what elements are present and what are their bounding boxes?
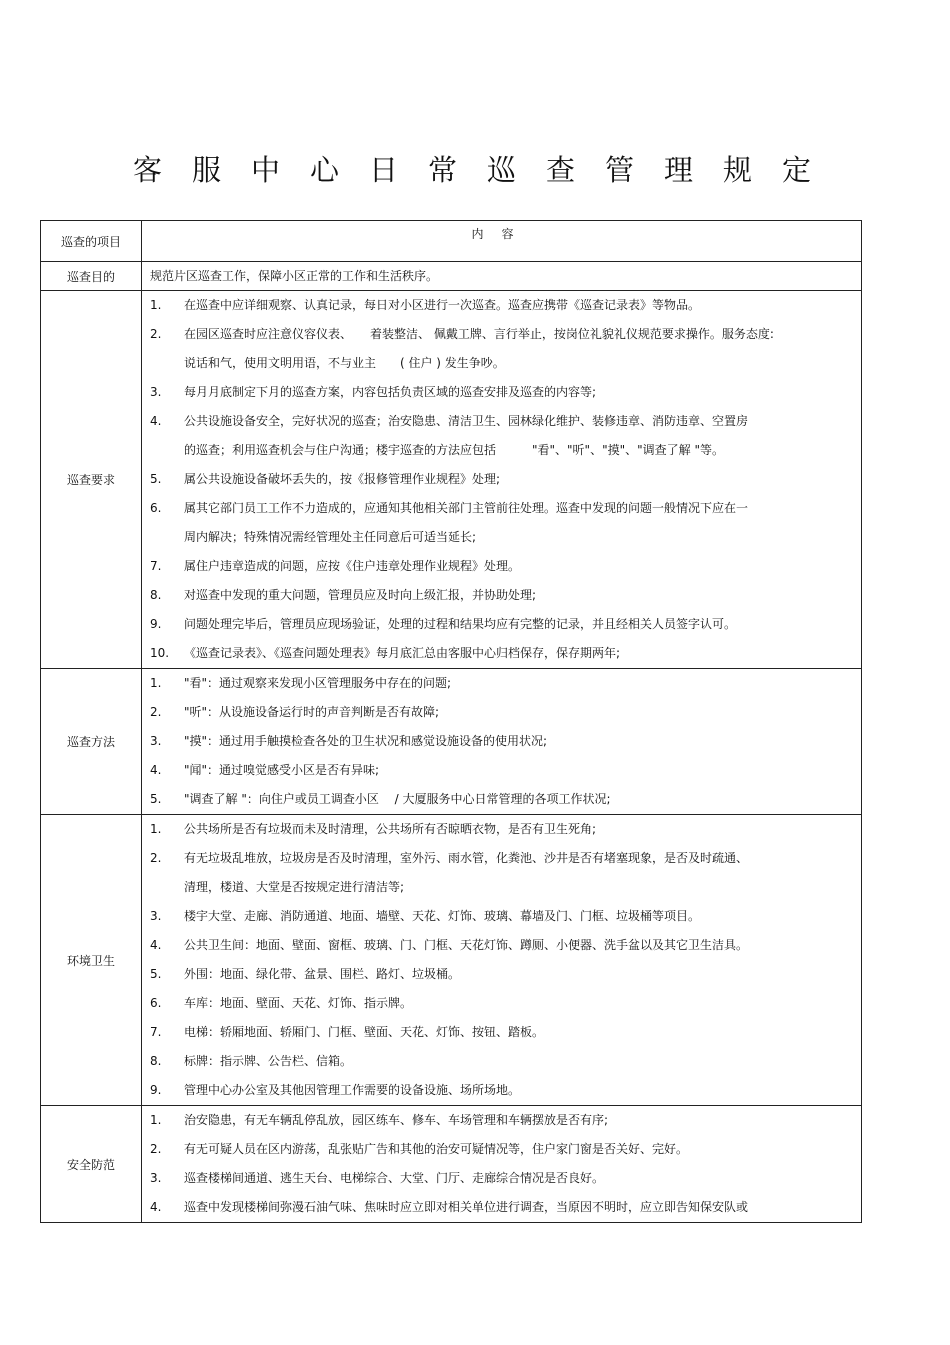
item-number: 4. xyxy=(150,1200,162,1214)
list-item xyxy=(142,1047,861,1076)
header-item-label: 巡查的项目 xyxy=(41,221,142,262)
list-item xyxy=(142,494,861,523)
list-item xyxy=(142,378,861,407)
list-item xyxy=(142,698,861,727)
table-row xyxy=(41,262,862,291)
section-content xyxy=(142,262,862,291)
list-item xyxy=(142,902,861,931)
item-number: 3. xyxy=(150,1171,162,1185)
list-item xyxy=(142,931,861,960)
item-text: 外围：地面、绿化带、盆景、围栏、路灯、垃圾桶。 xyxy=(184,967,461,981)
list-item xyxy=(142,756,861,785)
table-row xyxy=(41,1106,862,1223)
item-number: 3. xyxy=(150,385,162,399)
item-number: 5. xyxy=(150,792,162,806)
table-row xyxy=(41,815,862,1106)
header-content-label: 内容 xyxy=(142,221,862,262)
item-number: 1. xyxy=(150,676,162,690)
item-number: 6. xyxy=(150,996,162,1010)
item-text: 车库：地面、壁面、天花、灯饰、指示牌。 xyxy=(184,996,413,1010)
item-text: "闻"：通过嗅觉感受小区是否有异味; xyxy=(184,763,380,777)
section-label: 环境卫生 xyxy=(41,815,142,1106)
item-number: 8. xyxy=(150,588,162,602)
table-row xyxy=(41,669,862,815)
item-text: 的巡查；利用巡查机会与住户沟通；楼宇巡查的方法应包括 "看"、"听"、"摸"、"调查了解 "等。 xyxy=(184,443,724,457)
item-text: "听"：从设施设备运行时的声音判断是否有故障; xyxy=(184,705,440,719)
item-text: 属其它部门员工工作不力造成的，应通知其他相关部门主管前往处理。巡查中发现的问题一般情况下应在一 xyxy=(184,501,749,515)
list-item xyxy=(142,727,861,756)
item-number: 5. xyxy=(150,472,162,486)
list-item xyxy=(142,844,861,873)
list-item xyxy=(142,407,861,436)
item-text: 公共卫生间：地面、壁面、窗框、玻璃、门、门框、天花灯饰、蹲厕、小便器、洗手盆以及其它卫生洁具。 xyxy=(184,938,749,952)
item-text: 说话和气，使用文明用语，不与业主 ( 住户 ) 发生争吵。 xyxy=(184,356,505,370)
table-body xyxy=(41,221,862,1223)
item-text: 周内解决；特殊情况需经管理处主任同意后可适当延长; xyxy=(184,530,477,544)
section-content xyxy=(142,291,862,669)
item-text: "看"：通过观察来发现小区管理服务中存在的问题; xyxy=(184,676,452,690)
item-number: 4. xyxy=(150,938,162,952)
item-text: 电梯：轿厢地面、轿厢门、门框、壁面、天花、灯饰、按钮、踏板。 xyxy=(184,1025,545,1039)
page-title: 客服中心日常巡查管理规定 xyxy=(132,153,841,187)
list-item xyxy=(142,552,861,581)
list-item xyxy=(142,610,861,639)
list-item xyxy=(142,523,861,552)
item-number: 2. xyxy=(150,851,162,865)
list-item xyxy=(142,1076,861,1105)
item-text: 公共设施设备安全，完好状况的巡查；治安隐患、清洁卫生、园林绿化维护、装修违章、消防违章、空置房 xyxy=(184,414,749,428)
item-number: 2. xyxy=(150,1142,162,1156)
table-header-row xyxy=(41,221,862,262)
list-item xyxy=(142,1018,861,1047)
item-text: 公共场所是否有垃圾而未及时清理，公共场所有否晾晒衣物，是否有卫生死角; xyxy=(184,822,597,836)
item-text: 在巡查中应详细观察、认真记录，每日对小区进行一次巡查。巡查应携带《巡查记录表》等物品。 xyxy=(184,298,701,312)
section-content xyxy=(142,1106,862,1223)
list-item xyxy=(142,669,861,698)
list-item xyxy=(142,785,861,814)
item-text: 有无可疑人员在区内游荡，乱张贴广告和其他的治安可疑情况等，住户家门窗是否关好、完好。 xyxy=(184,1142,689,1156)
section-label: 巡查目的 xyxy=(41,262,142,291)
item-number: 9. xyxy=(150,1083,162,1097)
item-text: 问题处理完毕后，管理员应现场验证，处理的过程和结果均应有完整的记录，并且经相关人员签字认可。 xyxy=(184,617,737,631)
item-number: 8. xyxy=(150,1054,162,1068)
patrol-regulation-table xyxy=(40,220,862,1223)
item-number: 1. xyxy=(150,1113,162,1127)
item-number: 1. xyxy=(150,298,162,312)
item-number: 3. xyxy=(150,909,162,923)
list-item xyxy=(142,815,861,844)
list-item xyxy=(142,639,861,668)
item-text: 属住户违章造成的问题，应按《住户违章处理作业规程》处理。 xyxy=(184,559,521,573)
item-text: "摸"：通过用手触摸检查各处的卫生状况和感觉设施设备的使用状况; xyxy=(184,734,548,748)
section-text: 规范片区巡查工作，保障小区正常的工作和生活秩序。 xyxy=(150,269,439,283)
section-label: 安全防范 xyxy=(41,1106,142,1223)
section-label: 巡查要求 xyxy=(41,291,142,669)
item-number: 1. xyxy=(150,822,162,836)
item-text: 巡查中发现楼梯间弥漫石油气味、焦味时应立即对相关单位进行调查，当原因不明时，应立即告知保安队或 xyxy=(184,1200,749,1214)
list-item xyxy=(142,1164,861,1193)
item-text: 对巡查中发现的重大问题，管理员应及时向上级汇报，并协助处理; xyxy=(184,588,537,602)
list-item xyxy=(142,1193,861,1222)
list-item xyxy=(142,581,861,610)
section-content xyxy=(142,815,862,1106)
list-item xyxy=(142,1135,861,1164)
item-text: 楼宇大堂、走廊、消防通道、地面、墙壁、天花、灯饰、玻璃、幕墙及门、门框、垃圾桶等项目。 xyxy=(184,909,701,923)
item-number: 4. xyxy=(150,763,162,777)
item-number: 7. xyxy=(150,559,162,573)
item-text: 标牌：指示牌、公告栏、信箱。 xyxy=(184,1054,353,1068)
item-text: "调查了解 "：向住户或员工调查小区 / 大厦服务中心日常管理的各项工作状况; xyxy=(184,792,611,806)
list-item xyxy=(142,1106,861,1135)
list-item xyxy=(142,320,861,349)
section-content xyxy=(142,669,862,815)
table-row xyxy=(41,291,862,669)
list-item xyxy=(142,873,861,902)
list-item xyxy=(142,436,861,465)
item-text: 有无垃圾乱堆放，垃圾房是否及时清理，室外污、雨水管，化粪池、沙井是否有堵塞现象，是否及时疏通、 xyxy=(184,851,749,865)
item-number: 9. xyxy=(150,617,162,631)
item-number: 2. xyxy=(150,327,162,341)
list-item xyxy=(142,291,861,320)
item-text: 治安隐患，有无车辆乱停乱放，园区练车、修车、车场管理和车辆摆放是否有序; xyxy=(184,1113,609,1127)
list-item xyxy=(142,465,861,494)
item-number: 4. xyxy=(150,414,162,428)
item-number: 7. xyxy=(150,1025,162,1039)
item-number: 6. xyxy=(150,501,162,515)
item-text: 属公共设施设备破坏丢失的，按《报修管理作业规程》处理; xyxy=(184,472,501,486)
item-text: 《巡查记录表》、《巡查问题处理表》每月底汇总由客服中心归档保存，保存期两年; xyxy=(184,646,621,660)
item-number: 3. xyxy=(150,734,162,748)
list-item xyxy=(142,989,861,1018)
item-number: 2. xyxy=(150,705,162,719)
item-text: 管理中心办公室及其他因管理工作需要的设备设施、场所场地。 xyxy=(184,1083,521,1097)
section-label: 巡查方法 xyxy=(41,669,142,815)
item-number: 10. xyxy=(150,646,170,660)
item-text: 巡查楼梯间通道、逃生天台、电梯综合、大堂、门厅、走廊综合情况是否良好。 xyxy=(184,1171,605,1185)
list-item xyxy=(142,349,861,378)
list-item xyxy=(142,960,861,989)
item-text: 清理，楼道、大堂是否按规定进行清洁等; xyxy=(184,880,405,894)
item-text: 每月月底制定下月的巡查方案，内容包括负责区域的巡查安排及巡查的内容等; xyxy=(184,385,597,399)
item-text: 在园区巡查时应注意仪容仪表、 着装整洁、 佩戴工牌、言行举止，按岗位礼貌礼仪规范要求操作。服务态度: xyxy=(184,327,774,341)
item-number: 5. xyxy=(150,967,162,981)
